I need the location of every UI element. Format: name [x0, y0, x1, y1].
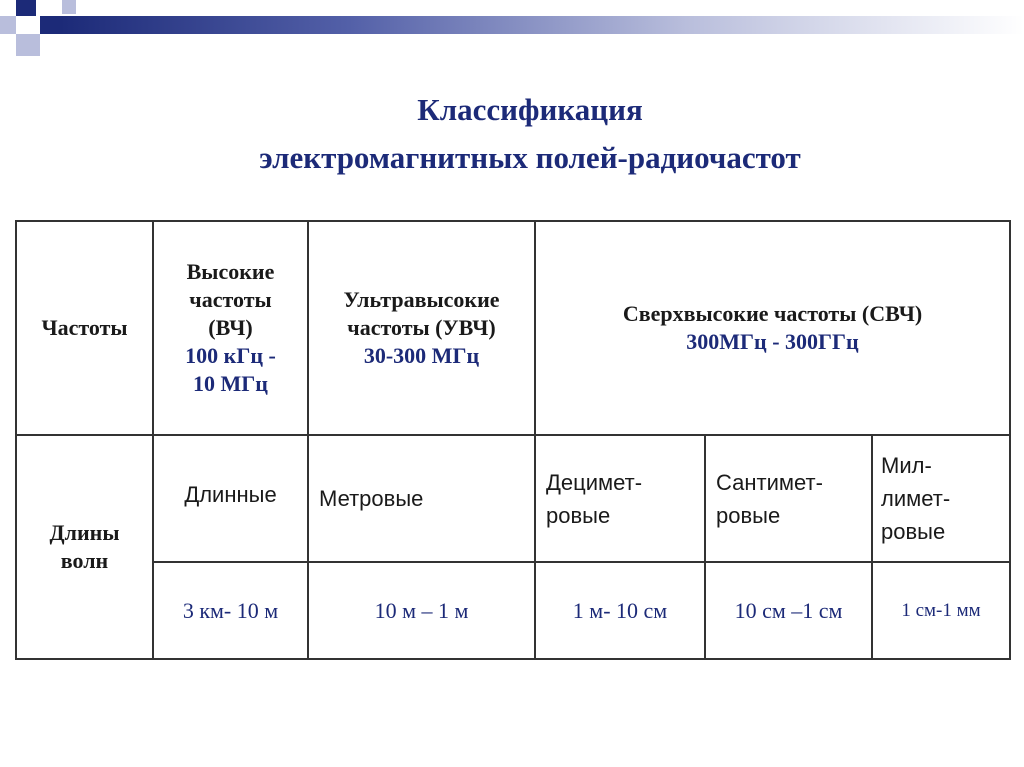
range-cell: 1 см-1 мм: [872, 562, 1010, 659]
hf-name-line-3: (ВЧ): [208, 315, 253, 340]
band-millimetric-line-1: Мил-: [881, 453, 932, 478]
band-decimetric-line-1: Децимет-: [546, 470, 643, 495]
deco-square: [16, 0, 36, 16]
band-metric: Метровые: [319, 486, 424, 511]
shf-cell: [535, 221, 1010, 435]
band-millimetric-line-2: лимет-: [881, 486, 951, 511]
band-names-row: [16, 435, 1010, 562]
deco-square: [0, 16, 16, 34]
hf-range-line-1: 100 кГц -: [185, 343, 276, 368]
hf-name-line-2: частоты: [189, 287, 272, 312]
slide-title: [0, 86, 1024, 182]
hf-range-line-2: 10 МГц: [193, 371, 268, 396]
header-gradient-bar: [60, 16, 1024, 34]
band-centimetric-line-1: Сантимет-: [716, 470, 823, 495]
shf-name: Сверхвысокие частоты (СВЧ): [622, 301, 923, 326]
range-cell: 3 км- 10 м: [153, 562, 308, 659]
band-centimetric-line-2: ровые: [716, 503, 781, 528]
uhf-cell: [308, 221, 535, 435]
frequencies-label: Частоты: [41, 315, 128, 340]
band-millimetric-cell: [872, 435, 1010, 562]
range-cell: 1 м- 10 см: [535, 562, 705, 659]
frequency-row: [16, 221, 1010, 435]
wavelengths-label-line-2: волн: [60, 548, 109, 573]
uhf-range: 30-300 МГц: [363, 343, 480, 368]
title-line-2: электромагнитных полей-радиочастот: [259, 140, 801, 175]
band-centimetric-cell: [705, 435, 872, 562]
band-ranges-row: [16, 562, 1010, 659]
band-metric-cell: [308, 435, 535, 562]
wavelengths-label-line-1: Длины: [49, 520, 120, 545]
wavelengths-header-cell: [16, 435, 153, 659]
uhf-name-line-1: Ультравысокие: [343, 287, 500, 312]
frequencies-header-cell: [16, 221, 153, 435]
band-long-cell: [153, 435, 308, 562]
band-millimetric-line-3: ровые: [881, 519, 946, 544]
uhf-name-line-2: частоты (УВЧ): [347, 315, 496, 340]
band-decimetric-line-2: ровые: [546, 503, 611, 528]
title-line-1: Классификация: [417, 92, 643, 127]
classification-table: [15, 220, 1011, 660]
hf-name-line-1: Высокие: [186, 259, 275, 284]
hf-cell: [153, 221, 308, 435]
deco-square: [16, 34, 40, 56]
band-decimetric-cell: [535, 435, 705, 562]
deco-square: [62, 0, 76, 14]
band-long: Длинные: [184, 482, 277, 507]
deco-square: [40, 16, 60, 34]
range-cell: 10 см –1 см: [705, 562, 872, 659]
range-cell: 10 м – 1 м: [308, 562, 535, 659]
shf-range: 300МГц - 300ГГц: [686, 329, 859, 354]
header-decoration: [0, 0, 1024, 60]
